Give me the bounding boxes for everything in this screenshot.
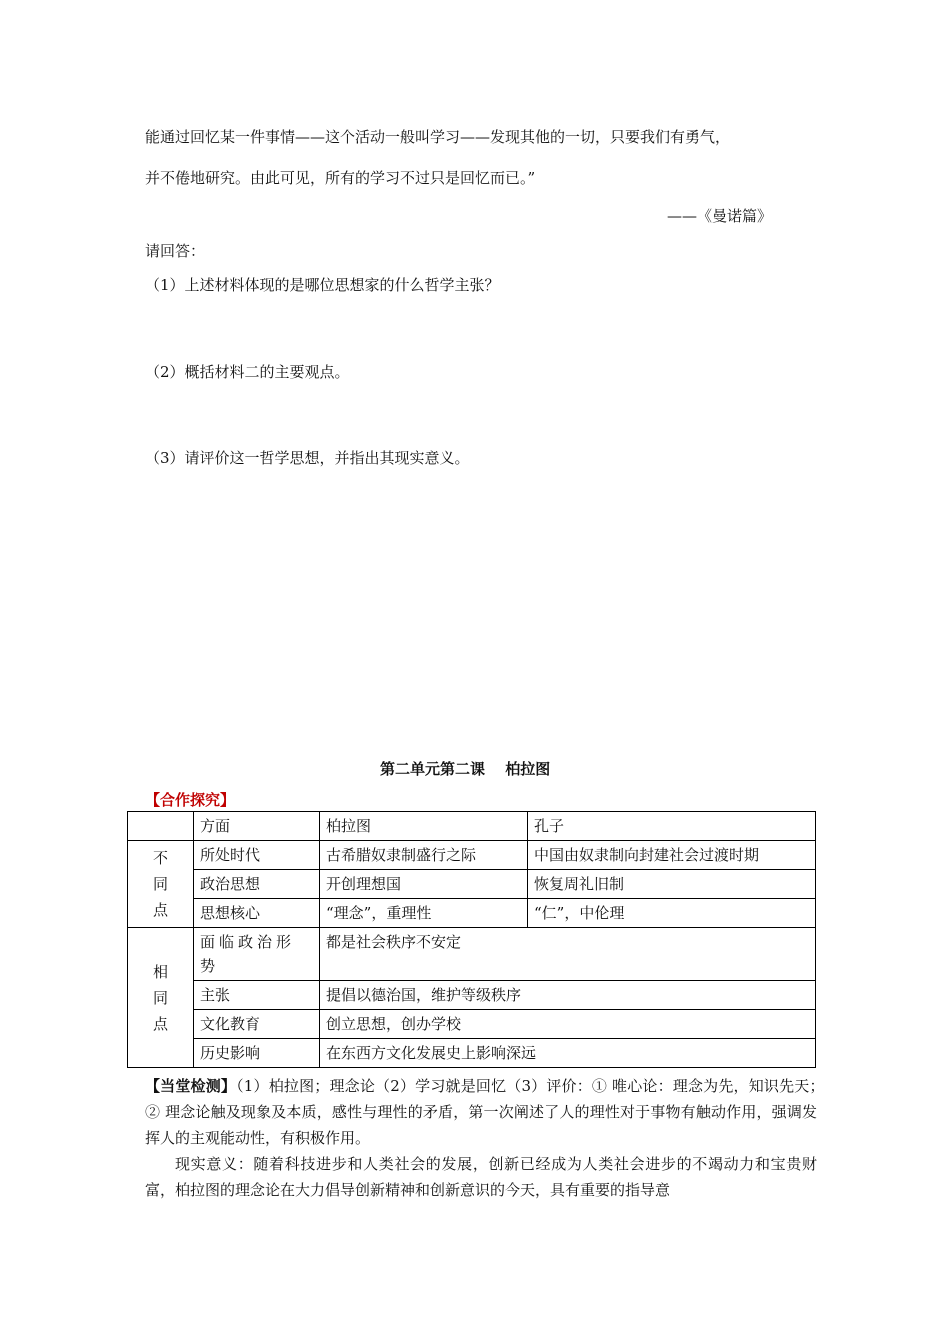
confucius-cell: “仁”，中伦理 — [528, 899, 816, 928]
check-text: （1）柏拉图；理念论（2）学习就是回忆（3）评价：① 唯心论：理念为先，知识先天； ② 理念论触及现象及本质，感性与理性的矛盾，第一次阐述了人的理性对于事物有触动作用，强调发挥人的主观能动性，有积极作用。 — [145, 1077, 833, 1147]
shared-content-cell: 都是社会秩序不安定 — [320, 928, 816, 981]
section-head-cooperative-inquiry: 【合作探究】 — [145, 791, 236, 809]
confucius-cell: 恢复周礼旧制 — [528, 870, 816, 899]
check-paragraph — [145, 1073, 833, 1151]
table-row — [128, 981, 816, 1010]
table-row — [128, 928, 816, 981]
aspect-cell: 所处时代 — [194, 841, 320, 870]
plato-cell: 古希腊奴隶制盛行之际 — [320, 841, 528, 870]
group-similarities: 相同点 — [128, 928, 194, 1068]
significance-paragraph: 现实意义：随着科技进步和人类社会的发展，创新已经成为人类社会进步的不竭动力和宝贵财富，柏拉图的理念论在大力倡导创新精神和创新意识的今天，具有重要的指导意 — [145, 1155, 817, 1199]
table-row — [128, 1039, 816, 1068]
check-head: 【当堂检测】 — [145, 1077, 237, 1095]
shared-content-cell: 创立思想，创办学校 — [320, 1010, 816, 1039]
plato-cell: “理念”，重理性 — [320, 899, 528, 928]
material-source: ——《曼诺篇》 — [667, 207, 773, 225]
plato-cell: 开创理想国 — [320, 870, 528, 899]
table-row — [128, 870, 816, 899]
aspect-cell: 历史影响 — [194, 1039, 320, 1068]
table-header-row — [128, 812, 816, 841]
group-differences: 不同点 — [128, 841, 194, 928]
shared-content-cell: 在东西方文化发展史上影响深远 — [320, 1039, 816, 1068]
material-line-2: 并不倦地研究。由此可见，所有的学习不过只是回忆而已。” — [145, 169, 536, 187]
aspect-cell: 思想核心 — [194, 899, 320, 928]
question-1: （1）上述材料体现的是哪位思想家的什么哲学主张？ — [145, 276, 500, 294]
question-3: （3）请评价这一哲学思想，并指出其现实意义。 — [145, 449, 470, 467]
shared-content-cell: 提倡以德治国，维护等级秩序 — [320, 981, 816, 1010]
aspect-cell: 政治思想 — [194, 870, 320, 899]
aspect-cell: 文化教育 — [194, 1010, 320, 1039]
material-line-1: 能通过回忆某一件事情——这个活动一般叫学习——发现其他的一切，只要我们有勇气， — [145, 128, 731, 146]
header-confucius: 孔子 — [528, 812, 816, 841]
header-plato: 柏拉图 — [320, 812, 528, 841]
table-row — [128, 899, 816, 928]
questions-prompt: 请回答： — [145, 242, 206, 260]
aspect-cell: 面临政治形势 — [194, 928, 320, 981]
header-blank — [128, 812, 194, 841]
lesson-title: 第二单元第二课 柏拉图 — [380, 760, 551, 778]
aspect-cell: 主张 — [194, 981, 320, 1010]
header-aspect: 方面 — [194, 812, 320, 841]
comparison-table — [127, 811, 816, 1068]
question-2: （2）概括材料二的主要观点。 — [145, 363, 350, 381]
table-row — [128, 1010, 816, 1039]
confucius-cell: 中国由奴隶制向封建社会过渡时期 — [528, 841, 816, 870]
table-row — [128, 841, 816, 870]
